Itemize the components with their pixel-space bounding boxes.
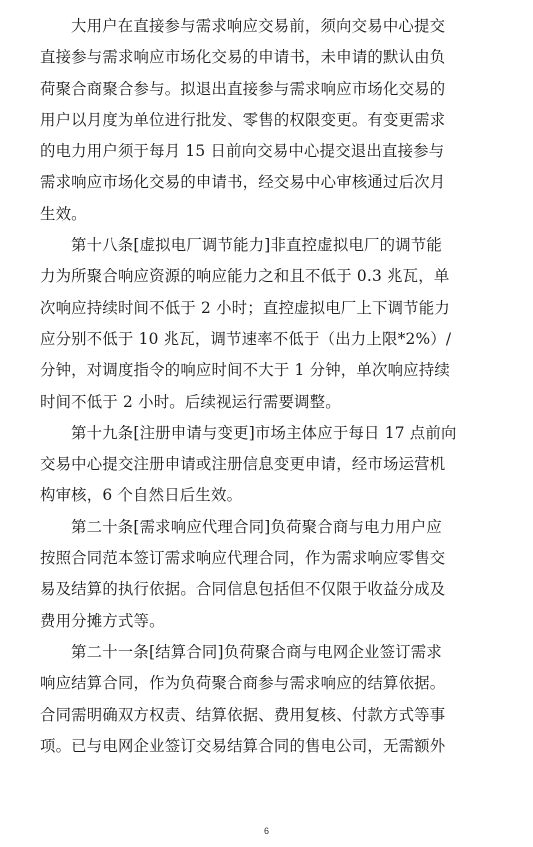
text-line: 的电力用户须于每月 15 日前向交易中心提交退出直接参与 (40, 142, 445, 161)
text-line: 费用分摊方式等。 (40, 611, 165, 630)
paragraph-1 (40, 11, 498, 230)
text-line: 项。已与电网企业签订交易结算合同的售电公司，无需额外 (40, 736, 446, 755)
text-line: 合同需明确双方权责、结算依据、费用复核、付款方式等事 (40, 705, 446, 724)
text-line: 用户以月度为单位进行批发、零售的权限变更。有变更需求 (40, 110, 446, 129)
text-line: 易及结算的执行依据。合同信息包括但不仅限于收益分成及 (40, 580, 446, 599)
text-line: 次响应持续时间不低于 2 小时；直控虚拟电厂上下调节能力 (40, 298, 450, 317)
text-line: 力为所聚合响应资源的响应能力之和且不低于 0.3 兆瓦，单 (40, 267, 450, 286)
text-line: 生效。 (40, 204, 87, 223)
article-19-paragraph (40, 418, 498, 512)
text-line: 第十八条[虚拟电厂调节能力]非直控虚拟电厂的调节能 (71, 236, 442, 255)
text-line: 分钟，对调度指令的响应时间不大于 1 分钟，单次响应持续 (40, 361, 450, 380)
text-line: 构审核，6 个自然日后生效。 (40, 486, 243, 505)
article-18-paragraph (40, 230, 498, 418)
text-line: 第二十一条[结算合同]负荷聚合商与电网企业签订需求 (71, 642, 442, 661)
text-line: 交易中心提交注册申请或注册信息变更申请，经市场运营机 (40, 455, 446, 474)
text-line: 应分别不低于 10 兆瓦，调节速率不低于（出力上限*2%）/ (40, 329, 452, 348)
text-line: 荷聚合商聚合参与。拟退出直接参与需求响应市场化交易的 (40, 79, 446, 98)
article-21-paragraph (40, 637, 498, 762)
text-line: 第十九条[注册申请与变更]市场主体应于每日 17 点前向 (71, 423, 457, 442)
text-line: 直接参与需求响应市场化交易的申请书，未申请的默认由负 (40, 48, 446, 67)
text-line: 按照合同范本签订需求响应代理合同，作为需求响应零售交 (40, 549, 446, 568)
text-line: 时间不低于 2 小时。后续视运行需要调整。 (40, 392, 341, 411)
text-line: 大用户在直接参与需求响应交易前，须向交易中心提交 (71, 17, 446, 35)
page-number: 6 (263, 826, 269, 836)
article-20-paragraph (40, 512, 498, 637)
text-line: 需求响应市场化交易的申请书，经交易中心审核通过后次月 (40, 173, 446, 192)
text-line: 第二十条[需求响应代理合同]负荷聚合商与电力用户应 (71, 517, 442, 536)
body-text (40, 11, 498, 762)
text-line: 响应结算合同，作为负荷聚合商参与需求响应的结算依据。 (40, 674, 446, 693)
